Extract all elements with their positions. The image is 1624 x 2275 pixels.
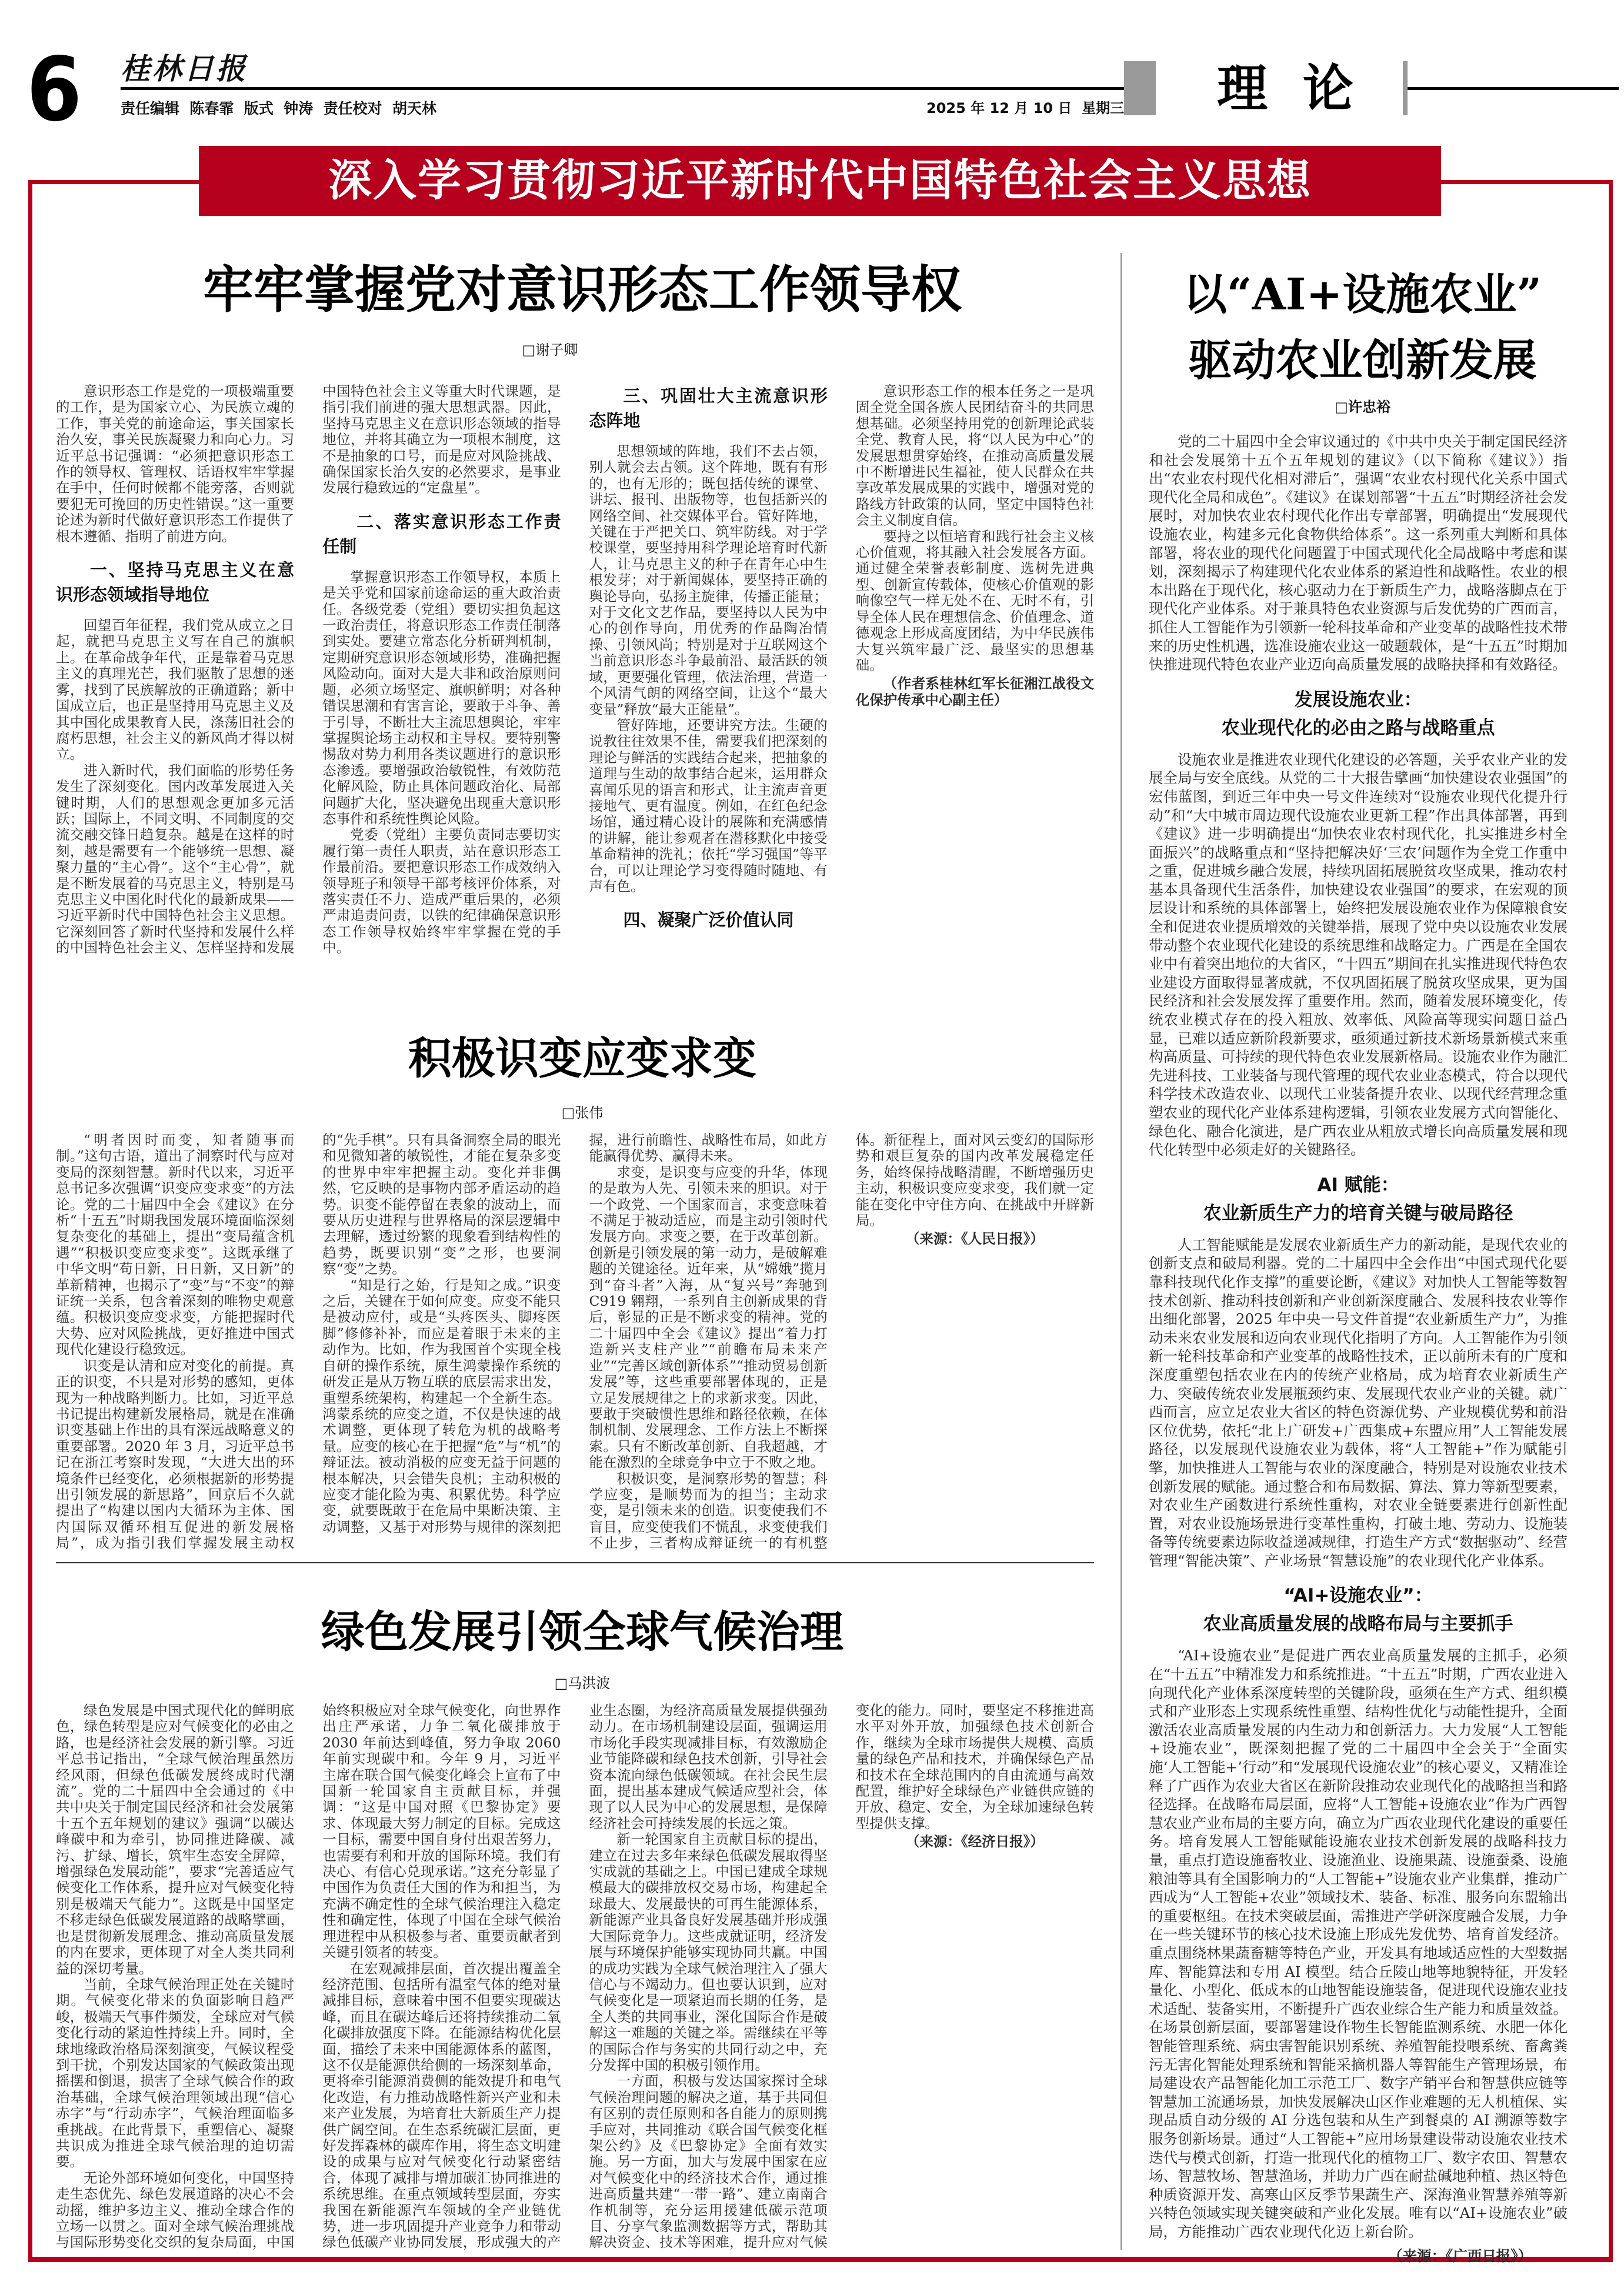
paragraph: 回望百年征程，我们党从成立之日起，就把马克思主义写在自己的旗帜上。在革命战争年代，正是靠着马克思主义的真理光芒，我们驱散了思想的迷雾，找到了民族解放的正确道路；新中国成立后，也正是坚持用马克思主义及其中国化成果教育人民，涤荡旧社会的腐朽思想，社会主义的新风尚才得以树立。: [56, 617, 295, 763]
section-heading-line: AI 赋能：: [1317, 1174, 1399, 1196]
section-heading-line: 发展设施农业：: [1294, 689, 1422, 710]
article-divider: [56, 1562, 1094, 1563]
paragraph: 设施农业是推进农业现代化建设的必答题，关乎农业产业的发展全局与安全底线。从党的二十大报告擘画“加快建设农业强国”的宏伟蓝图，到近三年中央一号文件连续对“设施农业现代化提升行动”和“大中城市周边现代设施农业更新工程”作出具体部署，再到《建议》进一步明确提出“加快农业农村现代化，扎实推进乡村全面振兴”的战略重点和“坚持把解决好‘三农’问题作为全党工作重中之重，促进城乡融合发展，持续巩固拓展脱贫攻坚成果，推动农村基本具备现代生活条件，加快建设农业强国”的要求，在宏观的顶层设计和系统的具体部署上，始终把发展设施农业作为保障粮食安全和促进农业提质增效的关键举措，展现了党中央以设施农业发展带动整个农业现代化建设的系统思维和战略定力。广西是在全国农业中有着突出地位的大省区，“十四五”期间在扎实推进现代特色农业建设方面取得显著成就，不仅巩固拓展了脱贫攻坚成果，更为国民经济和社会发展发挥了重要作用。然而，随着发展环境变化，传统农业模式存在的投入粗放、效率低、风险高等现实问题日益凸显，已难以适应新阶段新要求，亟须通过新技术新场景新模式来重构高质量、可持续的现代特色农业发展新格局。设施农业作为融汇先进科技、工业装备与现代管理的现代农业业态模式，符合以现代科学技术改造农业、以现代工业装备提升农业、以现代经营理念重塑农业的现代化产业体系建构逻辑，引领农业发展方式向智能化、绿色化、融合化演进，是广西农业从粗放式增长向高质量发展和现代化转型中必须走好的关键路径。: [1149, 750, 1568, 1159]
paragraph: 当前，全球气候治理正处在关键时期。气候变化带来的负面影响日趋严峻，极端天气事件频发，全球应对气候变化行动的紧迫性持续上升。同时，全球地缘政治格局深刻演变，气候议程受到干扰，个别发达国家的气候政策出现摇摆和倒退，损害了全球气候合作的政治基础，全球气候治理领域出现“信心赤字”与“行动赤字”，气候治理面临多重挑战。在此背景下，重塑信心、凝聚共识成为推进全球气候治理的迫切需要。: [56, 1976, 295, 2170]
article-source: （来源：《人民日报》）: [905, 1230, 1044, 1247]
paragraph: 党委（党组）主要负责同志要切实履行第一责任人职责，站在意识形态工作最前沿。要把意识形态工作成效纳入领导班子和领导干部考核评价体系，对落实责任不力、造成严重后果的，必须严肃追责问责，以铁的纪律确保意识形态工作领导权始终牢牢掌握在党的手中。: [322, 826, 561, 956]
section-heading: [1149, 686, 1568, 742]
paragraph: 党的二十届四中全会审议通过的《中共中央关于制定国民经济和社会发展第十五个五年规划的建议》（以下简称《建议》）指出“农业农村现代化相对滞后”，强调“农业农村现代化关系中国式现代化全局和成色”。《建议》在谋划部署“十五五”时期经济社会发展时，对加快农业农村现代化作出专章部署，明确提出“发展现代设施农业，构建多元化食物供给体系”。这一系列重大判断和具体部署，将农业的现代化问题置于中国式现代化全局战略中考虑和谋划，深刻揭示了构建现代化农业体系的紧迫性和战略性。农业的根本出路在于现代化，核心驱动力在于新质生产力，战略落脚点在于现代化产业体系。对于兼具特色农业资源与后发优势的广西而言，抓住人工智能作为引领新一轮科技革命和产业变革的战略性技术带来的历史性机遇，选准设施农业这一破题载体，是“十五五”时期加快推进现代特色农业产业迈向高质量发展的战略抉择和有效路径。: [1149, 433, 1568, 673]
article-body: [56, 1703, 1094, 2253]
header-rule-right: [1407, 87, 1619, 90]
paragraph: 管好阵地，还要讲究方法。生硬的说教往往效果不佳，需要我们把深刻的理论与鲜活的实践结合起来，把抽象的道理与生动的故事结合起来，运用群众喜闻乐见的语言和形式，让主流声音更接地气、更有温度。例如，在红色纪念场馆，通过精心设计的展陈和充满感情的讲解，能让参观者在潜移默化中接受革命精神的洗礼；依托“学习强国”等平台，可以让理论学习变得随时随地、有声有色。: [589, 716, 828, 895]
paragraph: 无论外部环境如何变化，中国坚持走生态优先、绿色发展道路的决心不会动摇，维护多边主义、推动全球合作的立场一以贯之。面对全球气候治理挑战与国际形势变化交织的复杂局面，中国始终积极应对全球气候变化，向世界作出庄严承诺，力争二氧化碳排放于 2030 年前达到峰值，努力争取 2060 年前实现碳中和。今年 9 月，习近平主席在联合国气候变化峰会上宣布了中国新一轮国家自主贡献目标，并强调：“这是中国对照《巴黎协定》要求、体现最大努力制定的目标。完成这一目标，需要中国自身付出艰苦努力，也需要有利和开放的国际环境。我们有决心、有信心兑现承诺。”这充分彰显了中国作为负责任大国的作为和担当，为充满不确定性的全球气候治理注入稳定性和确定性，体现了中国在全球气候治理进程中从积极参与者、重要贡献者到关键引领者的转变。: [56, 1702, 561, 2251]
paragraph: 在宏观减排层面，首次提出覆盖全经济范围、包括所有温室气体的绝对量减排目标，意味着中国不但要实现碳达峰，而且在碳达峰后还将持续推动二氧化碳排放强度下降。在能源结构优化层面，描绘了未来中国能源体系的蓝图，这不仅是能源供给侧的一场深刻革命，更将牵引能源消费侧的能效提升和电气化改造，有力推动战略性新兴产业和未来产业发展，为培育壮大新质生产力提供广阔空间。在生态系统碳汇层面，更好发挥森林的碳库作用，将生态文明建设的成果与应对气候变化行动紧密结合，体现了减排与增加碳汇协同推进的系统思维。在重点领域转型层面，夯实我国在新能源汽车领域的全产业链优势，进一步巩固提升产业竞争力和带动绿色低碳产业协同发展，形成强大的产业生态圈，为经济高质量发展提供强劲动力。在市场机制建设层面，强调运用市场化手段实现减排目标，有效激励企业节能降碳和绿色技术创新，引导社会资本流向绿色低碳领域。在社会民生层面，提出基本建成气候适应型社会，体现了以人民为中心的发展思想，是保障经济社会可持续发展的长远之策。: [322, 1702, 828, 2251]
section-title: 理 论: [1217, 59, 1353, 118]
section-heading: [1149, 1171, 1568, 1227]
paragraph: 掌握意识形态工作领导权，本质上是关乎党和国家前途命运的重大政治责任。各级党委（党组）要切实担负起这一政治责任，将意识形态工作责任制落到实处。要建立常态化分析研判机制，定期研究意识形态领域形势，准确把握风险动向。面对大是大非和政治原则问题，必须立场坚定、旗帜鲜明；对各种错误思潮和有害言论，要敢于斗争、善于引导，不断壮大主流思想舆论，牢牢掌握舆论场主动权和主导权。要特别警惕敌对势力利用各类议题进行的意识形态渗透。要增强政治敏锐性，有效防范化解风险，防止具体问题政治化、局部问题扩大化，坚决避免出现重大意识形态事件和系统性舆论风险。: [322, 568, 561, 827]
section-bar-right: [1403, 61, 1408, 115]
paragraph: 进入新时代，我们面临的形势任务发生了深刻变化。国内改革发展进入关键时期，人们的思想观念更加多元活跃；国际上，不同文明、不同制度的交流交融交锋日趋复杂。越是在这样的时刻，越是需要有一个能够统一思想、凝聚力量的“主心骨”。这个“主心骨”，就是不断发展着的马克思主义，特别是马克思主义中国化时代化的最新成果——习近平新时代中国特色社会主义思想。它深刻回答了新时代坚持和发展什么样的中国特色社会主义、怎样坚持和发展中国特色社会主义等重大时代课题，是指引我们前进的强大思想武器。因此，坚持马克思主义在意识形态领域的指导地位，并将其确立为一项根本制度，这不是抽象的口号，而是应对风险挑战、确保国家长治久安的必然要求，是事业发展行稳致远的“定盘星”。: [56, 383, 561, 956]
editorial-staff: 责任编辑 陈春霏 版式 钟涛 责任校对 胡天林: [121, 100, 437, 117]
article-title: 绿色发展引领全球气候治理: [321, 1607, 843, 1657]
article-source: （来源：《经济日报》）: [905, 1833, 1044, 1850]
section-heading-line: “AI+设施农业”：: [1283, 1585, 1433, 1607]
section-heading: [1149, 1582, 1568, 1638]
section-heading: 三、巩固壮大主流意识形态阵地: [589, 386, 828, 431]
article-title: [1149, 262, 1576, 393]
article-byline: □张伟: [561, 1105, 603, 1121]
paragraph: 思想领域的阵地，我们不去占领，别人就会去占领。这个阵地，既有有形的，也有无形的；既包括传统的课堂、讲坛、报刊、出版物等，也包括新兴的网络空间、社交媒体平台。管好阵地，关键在于严把关口、筑牢防线。对于学校课堂，要坚持用科学理论培育时代新人，让马克思主义的种子在青年心中生根发芽；对于新闻媒体，要坚持正确的舆论导向，弘扬主旋律，传播正能量；对于文化文艺作品，要坚持以人民为中心的创作导向，用优秀的作品陶冶情操、引领风尚；特别是对于互联网这个当前意识形态斗争最前沿、最活跃的领域，更要强化管理，依法治理，营造一个风清气朗的网络空间，让这个“最大变量”释放“最大正能量”。: [589, 443, 828, 718]
section-heading: 二、落实意识形态工作责任制: [322, 511, 561, 556]
paragraph: “AI+设施农业”是促进广西农业高质量发展的主抓手，必须在“十五五”中精准发力和系统推进。“十五五”时期，广西农业进入向现代化产业体系深度转型的关键阶段，亟须在生产方式、组织模式和产业形态上实现系统性重塑、结构性优化与动能性提升，全面激活农业高质量发展的内生动力和创新活力。大力发展“人工智能+设施农业”，既深刻把握了党的二十届四中全会关于“全面实施‘人工智能+’行动”和“发展现代设施农业”的核心要义，又精准诠释了广西作为农业大省区在新阶段推动农业现代化的战略担当和路径选择。在战略布局层面，应将“人工智能+设施农业”作为广西智慧农业产业布局的主要方向，确立为广西农业现代化建设的重要任务。培育发展人工智能赋能设施农业技术创新发展的战略科技力量，重点打造设施畜牧业、设施渔业、设施果蔬、设施蚕桑、设施粮油等具有全国影响力的“人工智能+”设施农业产业集群，推动广西成为“人工智能+农业”领域技术、装备、标准、服务向东盟输出的重要枢纽。在技术突破层面，需推进产学研深度融合发展，力争在一些关键环节的核心技术设施上形成先发优势、培育首发经济。重点围绕林果蔬畜糖等特色产业，开发具有地域适应性的大型数据库、智能算法和专用 AI 模型。结合丘陵山地等地貌特征，开发轻量化、小型化、低成本的山地智能设施装备，促进现代设施农业技术适配、装备实用，不断提升广西农业综合生产能力和质量效益。在场景创新层面，要部署建设作物生长智能监测系统、水肥一体化智能管理系统、病虫害智能识别系统、养殖智能投喂系统、畜禽粪污无害化智能处理系统和智能采摘机器人等智能生产管理场景，布局建设农产品智能化加工示范工厂、数字产销平台和智慧供应链等智慧加工流通场景，加快发展解决山区作业难题的无人机植保、实现品质自动分级的 AI 分选包装和从生产到餐桌的 AI 溯源等数字服务创新场景。通过“人工智能+”应用场景建设带动设施农业技术迭代与模式创新，打造一批现代化的植物工厂、数字农田、智慧农场、智慧牧场、智慧渔场，并助力广西在耐盐碱地种植、热区特色种质资源开发、高寒山区反季节果蔬生产、深海渔业智慧养殖等新兴特色领域实现关键突破和产业化发展。唯有以“AI+设施农业”破局，方能推动广西农业现代化迈上新台阶。: [1149, 1647, 1568, 2240]
issue-date: 2025 年 12 月 10 日 星期三: [926, 100, 1125, 116]
article-body: [1149, 432, 1568, 2265]
paragraph: “知是行之始，行是知之成。”识变之后，关键在于如何应变。应变不能只是被动应付，或是“头疼医头、脚疼医脚”修修补补，而应是着眼于未来的主动作为。比如，作为我国首个实现全栈自研的操作系统，原生鸿蒙操作系统的研发正是从万物互联的底层需求出发，重塑系统架构，构建起一个全新生态。鸿蒙系统的应变之道，不仅是快速的战术调整，更体现了转危为机的战略考量。应变的核心在于把握“危”与“机”的辩证法。被动消极的应变无益于问题的根本解决，只会错失良机；主动积极的应变才能化险为夷、积累优势。科学应变，就要既敢于在危局中果断决策、主动调整，又基于对形势与规律的深刻把握，进行前瞻性、战略性布局，如此方能赢得优势、赢得未来。: [322, 1132, 828, 1535]
section-heading-line: 农业现代化的必由之路与战略重点: [1221, 717, 1495, 739]
paragraph: 绿色发展是中国式现代化的鲜明底色，绿色转型是应对气候变化的必由之路，也是经济社会发展的新引擎。习近平总书记指出，“全球气候治理虽然历经风雨，但绿色低碳发展终成时代潮流”。党的二十届四中全会通过的《中共中央关于制定国民经济和社会发展第十五个五年规划的建议》强调“以碳达峰碳中和为牵引，协同推进降碳、减污、扩绿、增长，筑牢生态安全屏障，增强绿色发展动能”，要求“完善适应气候变化工作体系，提升应对气候变化特别是极端天气能力”。这既是中国坚定不移走绿色低碳发展道路的战略擘画，也是贯彻新发展理念、推动高质量发展的内在要求，更体现了对全人类共同利益的深切考量。: [56, 1702, 295, 1977]
article-title: 积极识变应变求变: [408, 1033, 756, 1084]
article-byline: □谢子卿: [522, 342, 578, 358]
paragraph: 积极识变，是洞察形势的智慧；科学应变，是顺势而为的担当；主动求变，是引领未来的创造。识变使我们不盲目，应变使我们不慌乱，求变使我们不止步，三者构成辩证统一的有机整体。新征程上，面对风云变幻的国际形势和艰巨复杂的国内改革发展稳定任务，始终保持战略清醒，不断增强历史主动，积极识变应变求变，我们就一定能在变化中守住方向、在挑战中开辟新局。: [589, 1132, 1094, 1552]
article-source: （来源：《广西日报》）: [1388, 2247, 1532, 2265]
paragraph: 识变是认清和应对变化的前提。真正的识变，不只是对形势的感知，更体现为一种战略判断力。比如，习近平总书记提出构建新发展格局，就是在准确识变基础上作出的具有深远战略意义的重要部署。2020 年 3 月，习近平总书记在浙江考察时发现，“大进大出的环境条件已经变化，必须根据新的形势提出引领发展的新思路”，回京后不久就提出了“构建以国内大循环为主体、国内国际双循环相互促进的新发展格局”，成为指引我们掌握发展主动权的“先手棋”。只有具备洞察全局的眼光和见微知著的敏锐性，才能在复杂多变的世界中牢牢把握主动。变化并非偶然，它反映的是事物内部矛盾运动的趋势。识变不能停留在表象的波动上，而要从历史进程与世界格局的深层逻辑中去理解，透过纷繁的现象看到结构性的趋势，既要识别“变”之形，也要洞察“变”之势。: [56, 1132, 561, 1552]
section-heading: 四、凝聚广泛价值认同: [623, 910, 794, 930]
section-heading: 一、坚持马克思主义在意识形态领域指导地位: [56, 560, 295, 605]
article-source: （作者系桂林红军长征湘江战役文化保护传承中心副主任）: [855, 675, 1094, 708]
article-body: [56, 1132, 1094, 1553]
section-heading-line: 农业新质生产力的培育关键与破局路径: [1203, 1202, 1513, 1224]
paragraph: 意识形态工作的根本任务之一是巩固全党全国各族人民团结奋斗的共同思想基础。必须坚持用党的创新理论武装全党、教育人民，将“以人民为中心”的发展思想贯穿始终，在推动高质量发展中不断增进民生福祉，使人民群众在共享改革发展成果的实践中，增强对党的路线方针政策的认同，坚定中国特色社会主义制度自信。: [855, 383, 1094, 529]
article-title-line: 以“AI+设施农业”: [1183, 269, 1542, 320]
article-body: [56, 383, 1094, 972]
paragraph: 意识形态工作是党的一项极端重要的工作，是为国家立心、为民族立魂的工作，事关党的前途命运，事关国家长治久安，事关民族凝聚力和向心力。习近平总书记强调：“必须把意识形态工作的领导权、管理权、话语权牢牢掌握在手中，任何时候都不能旁落，否则就要犯无可挽回的历史性错误。”这一重要论述为新时代做好意识形态工作提供了根本遵循、指明了前进方向。: [56, 383, 295, 545]
theme-banner: 深入学习贯彻习近平新时代中国特色社会主义思想: [199, 146, 1441, 216]
article-byline: □许忠裕: [1335, 399, 1390, 415]
paragraph: 求变，是识变与应变的升华，体现的是敢为人先、引领未来的胆识。对于一个政党、一个国家而言，求变意味着不满足于被动适应，而是主动引领时代发展方向。求变之要，在于改革创新。创新是引领发展的第一动力，是破解难题的关键途径。近年来，从“嫦娥”揽月到“奋斗者”入海，从“复兴号”奔驰到 C919 翱翔，一系列自主创新成果的背后，彰显的正是不断求变的精神。党的二十届四中全会《建议》提出“着力打造新兴支柱产业”“前瞻布局未来产业”“完善区域创新体系”“推动贸易创新发展”等，这些重要部署体现的，正是立足发展规律之上的求新求变。因此，要敢于突破惯性思维和路径依赖，在体制机制、发展理念、工作方法上不断探索。只有不断改革创新、自我超越，才能在激烈的全球竞争中立于不败之地。: [589, 1163, 828, 1471]
paragraph: 人工智能赋能是发展农业新质生产力的新动能，是现代农业的创新支点和破局利器。党的二十届四中全会作出“中国式现代化要靠科技现代化作支撑”的重要论断，《建议》对加快人工智能等数智技术创新、推动科技创新和产业创新深度融合、发展科技农业等作出细化部署，2025 年中央一号文件首提“农业新质生产力”，为推动未来农业发展和迈向农业现代化指明了方向。人工智能作为引领新一轮科技革命和产业变革的战略性技术，正以前所未有的广度和深度重塑包括农业在内的传统产业格局，成为培育农业新质生产力、突破传统农业发展瓶颈约束、发展现代农业产业的关键。就广西而言，应立足农业大省区的特色资源优势、产业规模优势和前沿区位优势，依托“北上广研发+广西集成+东盟应用”人工智能发展路径，以发展现代设施农业为载体，将“人工智能+”作为赋能引擎，加快推进人工智能与农业的深度融合，特别是对设施农业技术创新发展的赋能。通过整合和布局数据、算法、算力等新型要素，对农业生产函数进行系统性重构，对农业全链要素进行创新性配置，对农业设施场景进行变革性重构，打破土地、劳动力、设施装备等传统要素边际收益递减规律，打造生产方式“数据驱动”、经营管理“智能决策”、产业场景“智慧设施”的农业现代化产业体系。: [1149, 1236, 1568, 1569]
section-bar-left: [1124, 61, 1156, 115]
section-heading-line: 农业高质量发展的战略布局与主要抓手: [1203, 1613, 1513, 1635]
paragraph: 要持之以恒培育和践行社会主义核心价值观，将其融入社会发展各方面。通过健全荣誉表彰制度、选树先进典型、创新宣传载体，使核心价值观的影响像空气一样无处不在、无时不有，引导全体人民在理想信念、价值理念、道德观念上形成高度团结，为中华民族伟大复兴筑牢最广泛、最坚实的思想基础。: [855, 528, 1094, 673]
column-divider: [1121, 253, 1122, 2250]
paragraph: 一方面，积极与发达国家探讨全球气候治理问题的解决之道，基于共同但有区别的责任原则和各自能力的原则携手应对，共同推动《联合国气候变化框架公约》及《巴黎协定》全面有效实施。另一方面，加大与发展中国家在应对气候变化中的经济技术合作，通过推进高质量共建“一带一路”、建立南南合作机制等，充分运用援建低碳示范项目、分享气象监测数据等方式，帮助其解决资金、技术等困难，提升应对气候变化的能力。同时，要坚定不移推进高水平对外开放，加强绿色技术创新合作，继续为全球市场提供大规模、高质量的绿色产品和技术，并确保绿色产品和技术在全球范围内的自由流通与高效配置，维护好全球绿色产业链供应链的开放、稳定、安全，为全球加速绿色转型提供支撑。: [589, 1702, 1094, 2251]
article-title-line: 驱动农业创新发展: [1188, 335, 1537, 386]
paragraph: “明者因时而变，知者随事而制。”这句古语，道出了洞察时代与应对变局的深刻智慧。新时代以来，习近平总书记多次强调“识变应变求变”的方法论。党的二十届四中全会《建议》在分析“十五五”时期我国发展环境面临深刻复杂变化的基础上，提出“变局蕴含机遇”“积极识变应变求变”。这既承继了中华文明“苟日新，日日新，又日新”的革新精神，也揭示了“变”与“不变”的辩证统一关系，包含着深刻的唯物史观意蕴。积极识变应变求变，方能把握时代大势、应对风险挑战，更好推进中国式现代化建设行稳致远。: [56, 1132, 295, 1358]
article-title: 牢牢掌握党对意识形态工作领导权: [203, 261, 962, 319]
header-rule: [121, 87, 1124, 90]
newspaper-logo: 桂林日报: [121, 51, 248, 86]
paragraph: 新一轮国家自主贡献目标的提出，建立在过去多年来绿色低碳发展取得坚实成就的基础之上。中国已建成全球规模最大的碳排放权交易市场，构建起全球最大、发展最快的可再生能源体系，新能源产业具备良好发展基础并形成强大国际竞争力。这些成就证明，经济发展与环境保护能够实现协同共赢。中国的成功实践为全球气候治理注入了强大信心与不竭动力。但也要认识到，应对气候变化是一项紧迫而长期的任务，是全人类的共同事业，深化国际合作是破解这一难题的关键之举。需继续在平等的国际合作与务实的共同行动之中，充分发挥中国的积极引领作用。: [589, 1831, 828, 2073]
article-byline: □马洪波: [554, 1675, 611, 1692]
page-number: 6: [26, 39, 82, 141]
